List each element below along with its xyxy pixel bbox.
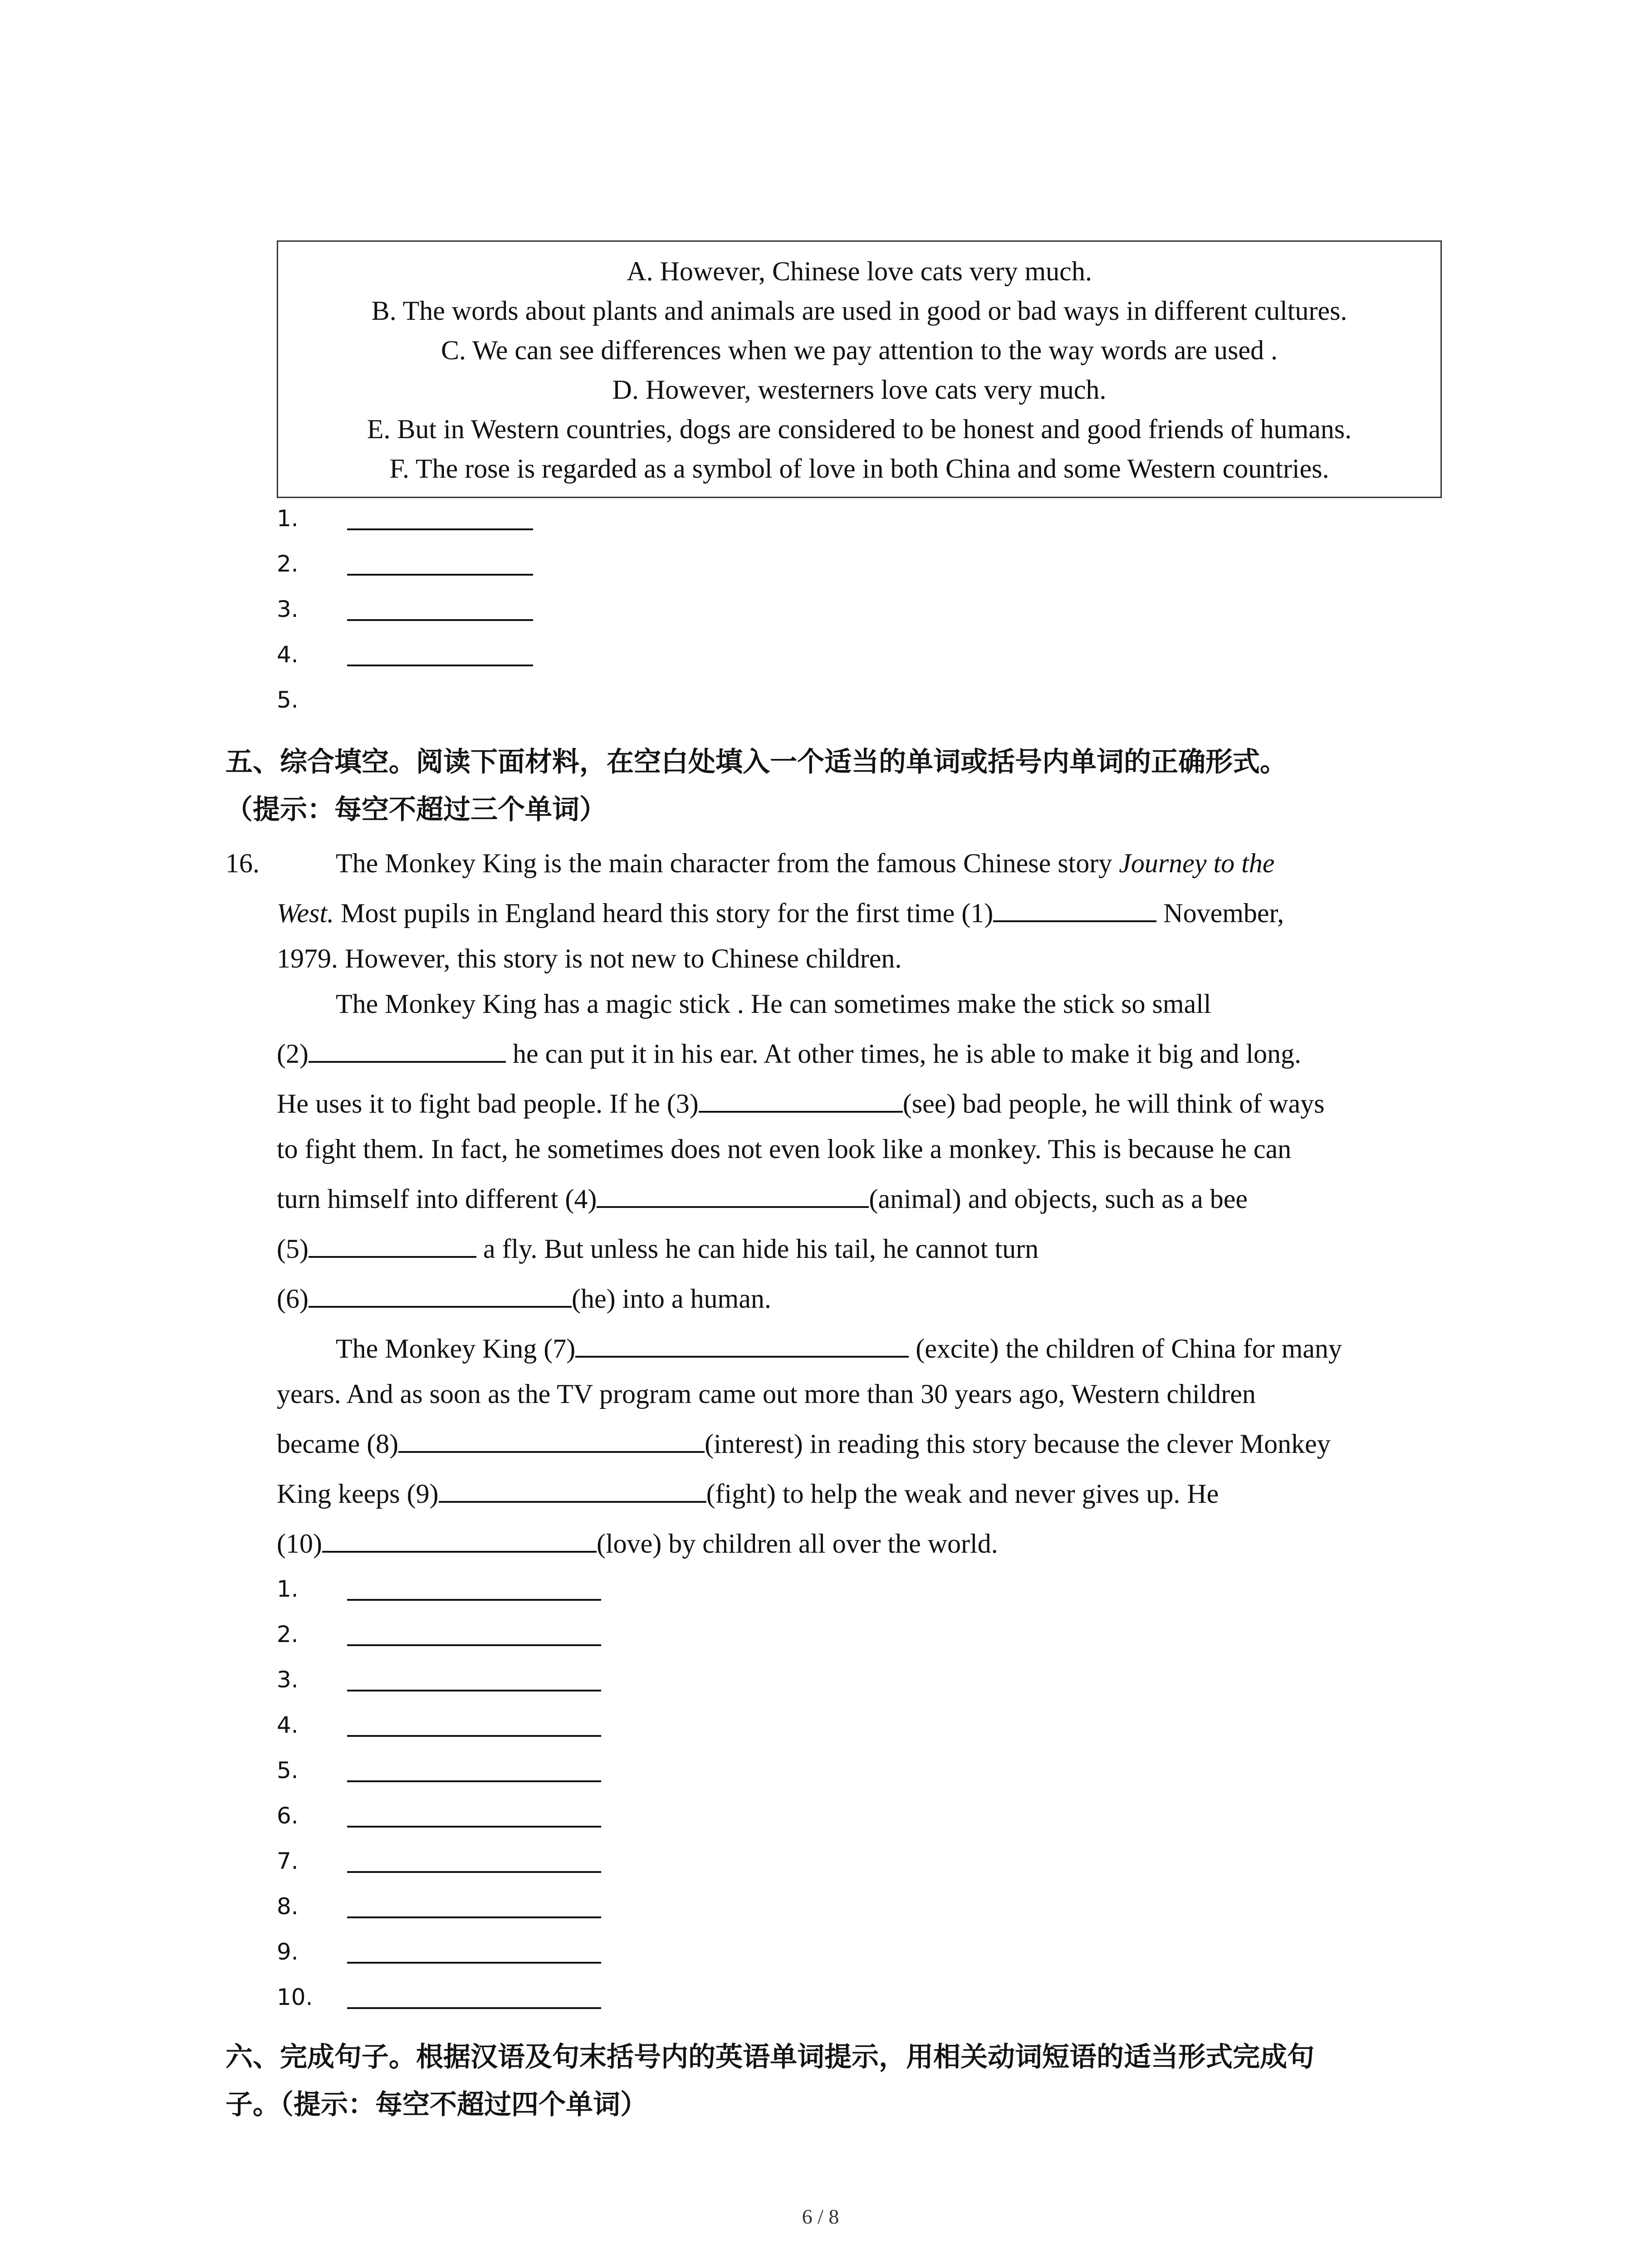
section5-heading-line1: 五、综合填空。阅读下面材料，在空白处填入一个适当的单词或括号内单词的正确形式。 bbox=[225, 746, 1287, 778]
blank-7[interactable] bbox=[575, 1330, 909, 1358]
options-box bbox=[277, 240, 1442, 498]
page-number: 6 / 8 bbox=[802, 2205, 839, 2228]
answer-blank[interactable] bbox=[347, 1871, 601, 1873]
passage-line: West. Most pupils in England heard this story for the first time (1) November, bbox=[277, 895, 1284, 931]
passage-line: The Monkey King is the main character from the famous Chinese story Journey to the bbox=[336, 848, 1275, 878]
option-b: B. The words about plants and animals are used in good or bad ways in different cultures. bbox=[371, 296, 1347, 326]
answer-blank[interactable] bbox=[347, 1962, 601, 1964]
answer-number: 5. bbox=[277, 1757, 299, 1784]
passage-line: turn himself into different (4) (animal) and objects, such as a bee bbox=[277, 1181, 1248, 1217]
blank-9[interactable] bbox=[439, 1476, 706, 1503]
answer-number: 1. bbox=[277, 505, 299, 532]
answer-blank[interactable] bbox=[347, 1780, 601, 1782]
blank-10[interactable] bbox=[322, 1525, 597, 1553]
answer-blank[interactable] bbox=[347, 528, 533, 530]
passage-line: (6) (he) into a human. bbox=[277, 1281, 771, 1317]
section6-heading-line2: 子。（提示：每空不超过四个单词） bbox=[225, 2089, 647, 2121]
blank-1[interactable] bbox=[993, 895, 1156, 922]
passage-line: years. And as soon as the TV program came out more than 30 years ago, Western children bbox=[277, 1379, 1256, 1409]
blank-2[interactable] bbox=[309, 1036, 506, 1063]
answer-number: 5. bbox=[277, 687, 299, 713]
answer-number: 6. bbox=[277, 1803, 299, 1829]
blank-8[interactable] bbox=[398, 1426, 705, 1453]
option-f: F. The rose is regarded as a symbol of love in both China and some Western countries. bbox=[389, 454, 1329, 484]
blank-4[interactable] bbox=[597, 1181, 869, 1208]
answer-number: 4. bbox=[277, 1712, 299, 1738]
answer-blank[interactable] bbox=[347, 1916, 601, 1918]
answer-number: 1. bbox=[277, 1576, 299, 1602]
answer-number: 3. bbox=[277, 1667, 299, 1693]
answer-number: 2. bbox=[277, 551, 299, 577]
answer-number: 3. bbox=[277, 596, 299, 622]
answer-blank[interactable] bbox=[347, 1735, 601, 1737]
answer-blank[interactable] bbox=[347, 1690, 601, 1691]
blank-5[interactable] bbox=[309, 1231, 476, 1258]
answer-blank[interactable] bbox=[347, 1826, 601, 1828]
option-d: D. However, westerners love cats very much. bbox=[612, 375, 1107, 405]
passage-line: to fight them. In fact, he sometimes does not even look like a monkey. This is because he can bbox=[277, 1134, 1292, 1164]
passage-line: (2) he can put it in his ear. At other times, he is able to make it big and long. bbox=[277, 1036, 1301, 1072]
section5-heading-line2: （提示：每空不超过三个单词） bbox=[225, 794, 607, 826]
passage-line: (10) (love) by children all over the world. bbox=[277, 1525, 998, 1562]
answer-number: 4. bbox=[277, 641, 299, 668]
answer-blank[interactable] bbox=[347, 619, 533, 621]
answer-blank[interactable] bbox=[347, 1599, 601, 1601]
option-e: E. But in Western countries, dogs are considered to be honest and good friends of humans. bbox=[367, 414, 1352, 444]
question-number: 16. bbox=[225, 848, 260, 878]
answer-number: 8. bbox=[277, 1893, 299, 1920]
blank-6[interactable] bbox=[309, 1281, 572, 1308]
answer-blank[interactable] bbox=[347, 574, 533, 576]
section6-heading-line1: 六、完成句子。根据汉语及句末括号内的英语单词提示，用相关动词短语的适当形式完成句 bbox=[225, 2041, 1314, 2073]
passage-line: The Monkey King (7) (excite) the children of China for many bbox=[336, 1330, 1342, 1367]
answer-blank[interactable] bbox=[347, 2007, 601, 2009]
passage-line: The Monkey King has a magic stick . He can sometimes make the stick so small bbox=[336, 989, 1211, 1019]
answer-blank[interactable] bbox=[347, 1644, 601, 1646]
passage-line: became (8) (interest) in reading this story because the clever Monkey bbox=[277, 1426, 1331, 1462]
passage-line: (5) a fly. But unless he can hide his tail, he cannot turn bbox=[277, 1231, 1038, 1267]
answer-blank[interactable] bbox=[347, 665, 533, 666]
answer-number: 2. bbox=[277, 1621, 299, 1647]
option-a: A. However, Chinese love cats very much. bbox=[627, 256, 1092, 286]
passage-line: 1979. However, this story is not new to Chinese children. bbox=[277, 943, 902, 973]
passage-line: He uses it to fight bad people. If he (3) (see) bad people, he will think of ways bbox=[277, 1085, 1325, 1122]
answer-number: 10. bbox=[277, 1984, 313, 2010]
option-c: C. We can see differences when we pay attention to the way words are used . bbox=[441, 335, 1278, 365]
answer-number: 9. bbox=[277, 1939, 299, 1965]
blank-3[interactable] bbox=[699, 1085, 903, 1113]
answer-number: 7. bbox=[277, 1848, 299, 1874]
passage-line: King keeps (9) (fight) to help the weak and never gives up. He bbox=[277, 1476, 1219, 1512]
